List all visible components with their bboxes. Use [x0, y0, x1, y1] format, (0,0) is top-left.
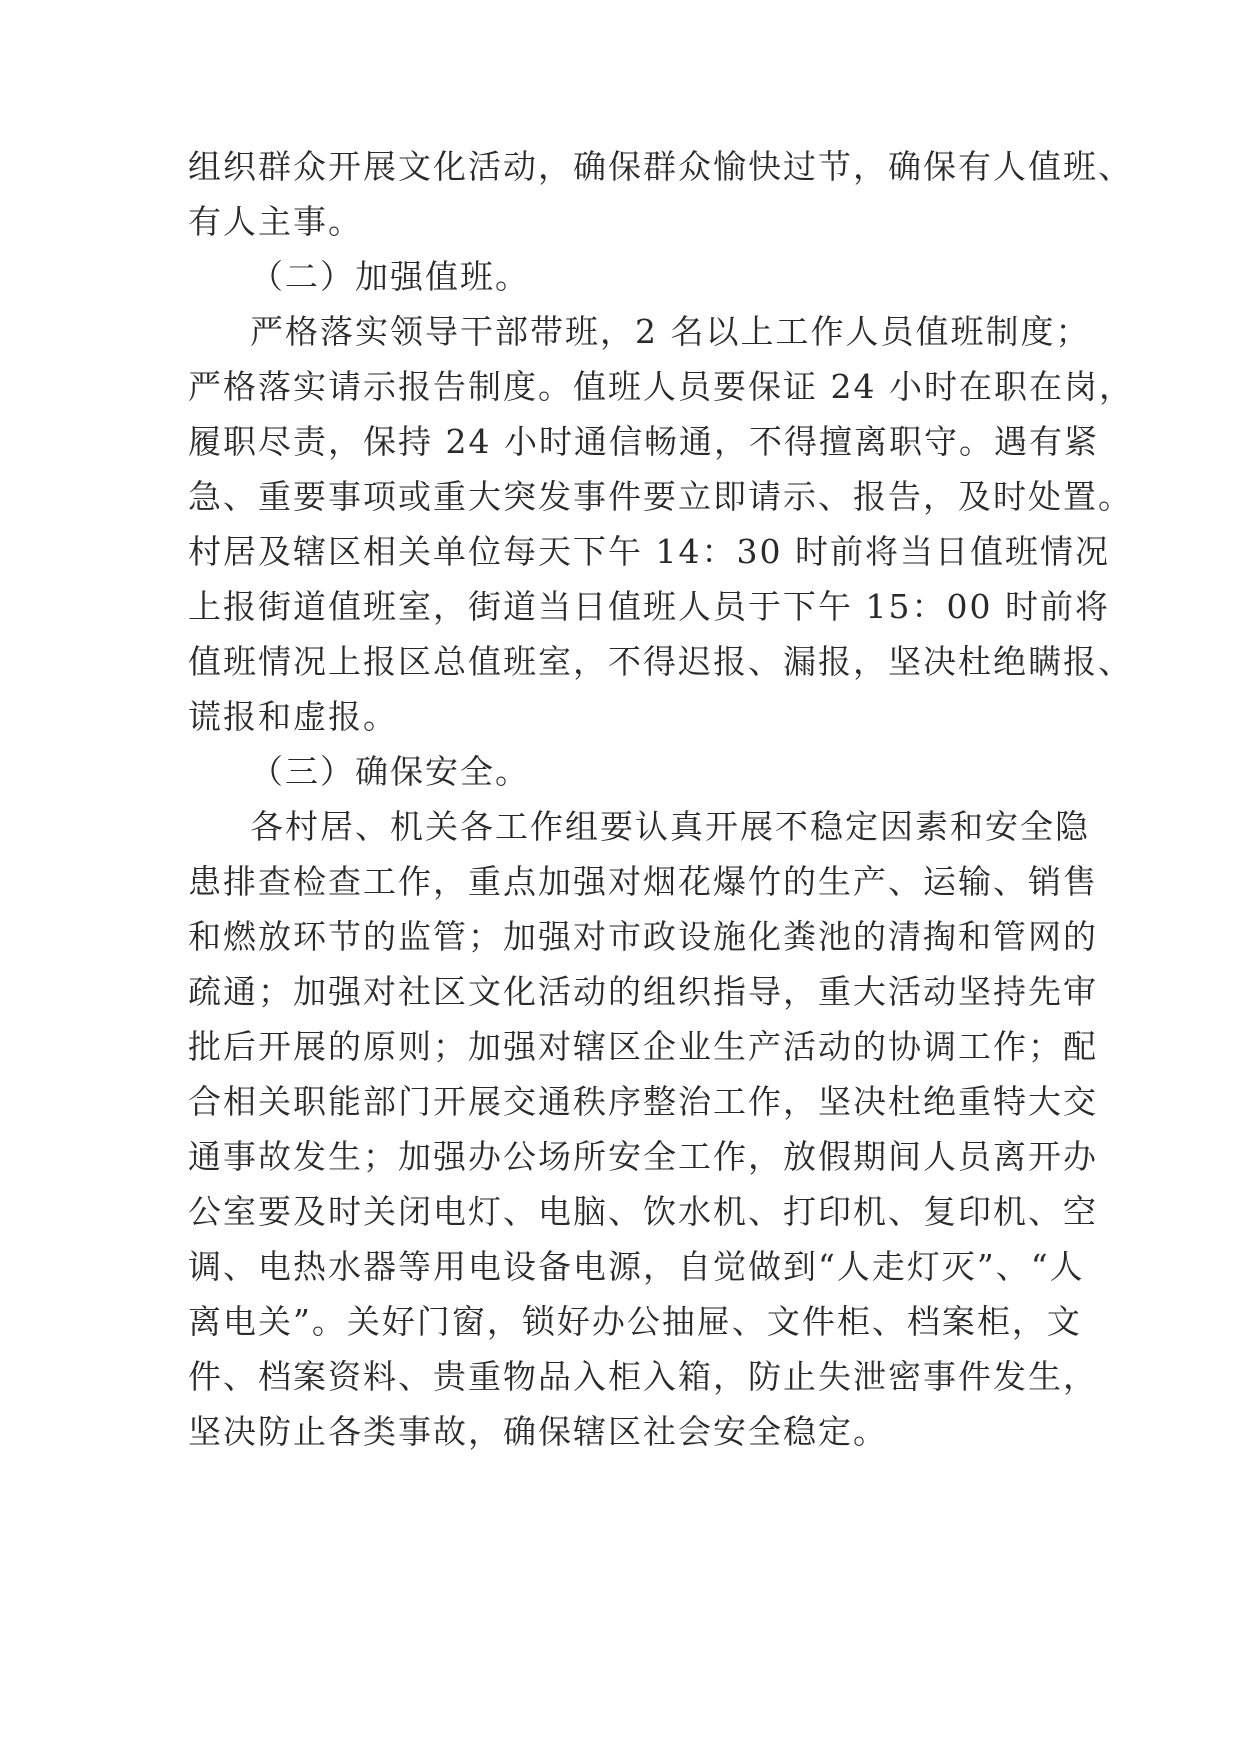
text-line: 件、档案资料、贵重物品入柜入箱，防止失泄密事件发生， — [188, 1357, 1098, 1396]
text-line: 批后开展的原则；加强对辖区企业生产活动的协调工作；配 — [188, 1027, 1098, 1066]
text-line: 坚决防止各类事故，确保辖区社会安全稳定。 — [188, 1412, 888, 1451]
text-line: 和燃放环节的监管；加强对市政设施化粪池的清掏和管网的 — [188, 917, 1098, 956]
text-line: 各村居、机关各工作组要认真开展不稳定因素和安全隐 — [250, 807, 1090, 846]
text-line: 急、重要事项或重大突发事件要立即请示、报告，及时处置。 — [188, 477, 1133, 516]
text-line: 合相关职能部门开展交通秩序整治工作，坚决杜绝重特大交 — [188, 1082, 1098, 1121]
text-line: 谎报和虚报。 — [188, 697, 398, 736]
text-line: 村居及辖区相关单位每天下午 14：30 时前将当日值班情况 — [188, 532, 1110, 571]
text-line: 有人主事。 — [188, 202, 363, 241]
text-line: 组织群众开展文化活动，确保群众愉快过节，确保有人值班、 — [188, 147, 1133, 186]
text-line: 值班情况上报区总值班室，不得迟报、漏报，坚决杜绝瞒报、 — [188, 642, 1133, 681]
text-line: 疏通；加强对社区文化活动的组织指导，重大活动坚持先审 — [188, 972, 1098, 1011]
text-line: 调、电热水器等用电设备电源，自觉做到“人走灯灭”、“人 — [188, 1247, 1085, 1286]
text-line: 履职尽责，保持 24 小时通信畅通，不得擅离职守。遇有紧 — [188, 422, 1099, 461]
text-line: 离电关”。关好门窗，锁好办公抽屉、文件柜、档案柜，文 — [188, 1302, 1082, 1341]
text-line: 上报街道值班室，街道当日值班人员于下午 15：00 时前将 — [188, 587, 1110, 626]
text-line: 严格落实领导干部带班，2 名以上工作人员值班制度； — [250, 312, 1091, 351]
text-line: 严格落实请示报告制度。值班人员要保证 24 小时在职在岗， — [188, 367, 1134, 406]
text-line: 患排查检查工作，重点加强对烟花爆竹的生产、运输、销售 — [188, 862, 1098, 901]
text-line: 通事故发生；加强办公场所安全工作，放假期间人员离开办 — [188, 1137, 1098, 1176]
text-line: 公室要及时关闭电灯、电脑、饮水机、打印机、复印机、空 — [188, 1192, 1098, 1231]
section-heading: （二）加强值班。 — [250, 257, 530, 296]
section-heading: （三）确保安全。 — [250, 752, 530, 791]
